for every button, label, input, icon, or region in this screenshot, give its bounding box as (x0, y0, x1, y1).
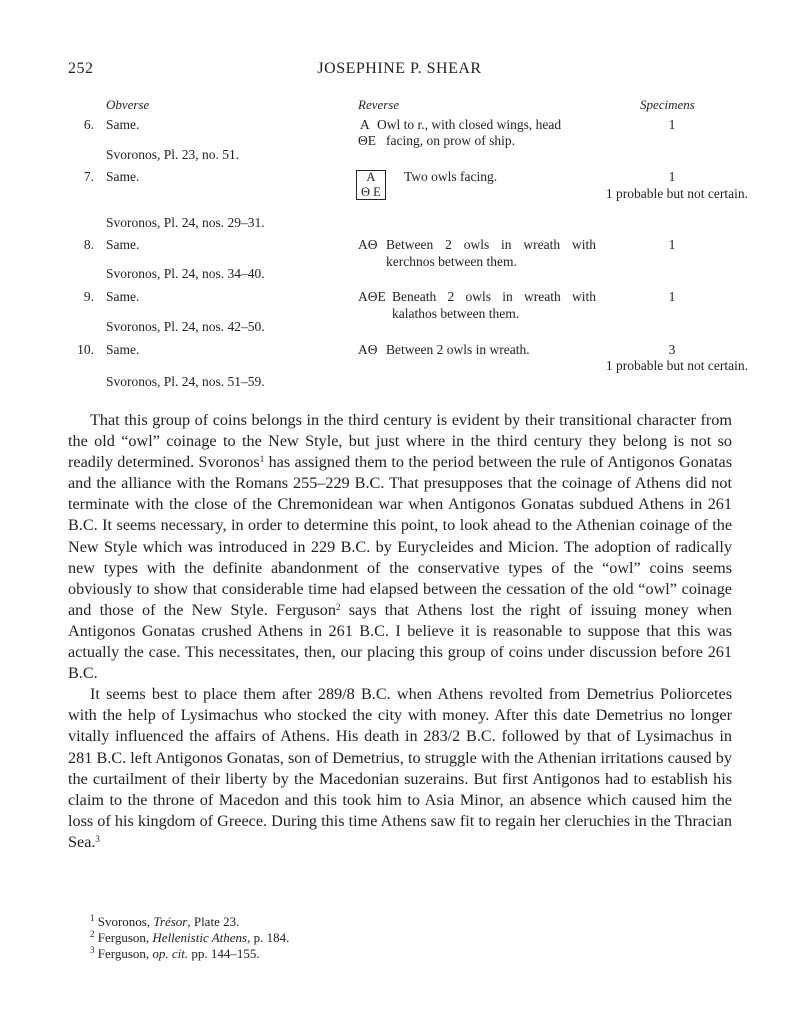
bracketed-legend (356, 170, 386, 200)
specimen-count: 1 (668, 117, 676, 132)
reverse-description-line2: kerchnos between them. (386, 254, 517, 269)
svoronos-reference: Svoronos, Pl. 24, nos. 42–50. (106, 319, 265, 334)
reverse-description-line2: facing, on prow of ship. (386, 133, 515, 148)
column-header-specimens: Specimens (640, 97, 695, 112)
body-text (68, 410, 732, 853)
specimen-count: 1 (668, 169, 676, 184)
svoronos-reference: Svoronos, Pl. 24, nos. 34–40. (106, 266, 265, 281)
specimen-count: 1 (668, 237, 676, 252)
coin-legend: AΘ (358, 237, 378, 252)
coin-legend: AΘ (358, 342, 378, 357)
page-number: 252 (68, 60, 94, 77)
obverse-text: Same. (106, 237, 140, 252)
footnote: $^1$ Svoronos, Trésor, Plate 23. (90, 913, 240, 929)
footnote-ref: 1 (259, 454, 265, 465)
footnote-mark: 1 (90, 913, 95, 923)
row-number: 6. (83, 117, 94, 132)
paragraph: That this group of coins belongs in the third century is evident by their transitional character from the old “owl” coinage to the New Style, but just where in the third century they belong is not so readily determined. Svoronos$^1$ has assigned them to the period between the rule of Antigonos Gonatas and the alliance with the Romans 255–229 B.C. That presupposes that the coinage of Athens did not terminate with the close of the Chremonidean war when Antigonos Gonatas subdued Athens in 261 B.C. It seems necessary, in order to determine this point, to look ahead to the Athenian coinage of the New Style which was introduced in 229 B.C. by Eurycleides and Micion. The adoption of radically new types with the definite abandonment of the conservative types of the “owl” coins seems obviously to show that considerable time had elapsed between the cessation of the old “owl” coinage and those of the New Style. Ferguson$^2$ says that Athens lost the right of issuing money when Antigonos Gonatas crushed Athens in 261 B.C. I believe it is reasonable to suppose that this was actually the case. This necessitates, then, our placing this group of coins under discussion before 261 B.C. (68, 411, 732, 683)
specimen-note: 1 probable but not certain. (605, 186, 748, 201)
reverse-description: Beneath 2 owls in wreath with (392, 289, 596, 304)
coin-legend: AΘE (358, 289, 386, 304)
obverse-text: Same. (106, 289, 140, 304)
column-header-reverse: Reverse (358, 97, 400, 112)
row-number: 10. (77, 342, 94, 357)
specimen-note: 1 probable but not certain. (605, 358, 748, 373)
reverse-description: Between 2 owls in wreath with (386, 237, 596, 252)
coin-legend: A (360, 117, 370, 132)
specimen-count: 1 (668, 289, 676, 304)
running-title: JOSEPHINE P. SHEAR (317, 60, 482, 77)
reverse-description-line2: kalathos between them. (392, 306, 520, 321)
footnote-mark: 3 (90, 945, 95, 955)
column-header-obverse: Obverse (106, 97, 150, 112)
obverse-text: Same. (106, 117, 140, 132)
coin-legend-line2: ΘE (358, 133, 376, 148)
footnote-ref: 2 (335, 601, 341, 612)
svoronos-reference: Svoronos, Pl. 24, nos. 51–59. (106, 374, 265, 389)
footnote: $^3$ Ferguson, op. cit. pp. 144–155. (90, 945, 260, 961)
coin-legend-line2: Θ E (361, 185, 381, 199)
obverse-text: Same. (106, 169, 140, 184)
footnote-mark: 2 (90, 929, 95, 939)
obverse-text: Same. (106, 342, 140, 357)
row-number: 7. (83, 169, 94, 184)
reverse-description: Owl to r., with closed wings, head (377, 117, 562, 132)
specimen-count: 3 (668, 342, 676, 357)
footnote-ref: 3 (95, 833, 100, 844)
row-number: 8. (83, 237, 94, 252)
row-number: 9. (83, 289, 94, 304)
svoronos-reference: Svoronos, Pl. 24, nos. 29–31. (106, 215, 265, 230)
svoronos-reference: Svoronos, Pl. 23, no. 51. (106, 147, 240, 162)
coin-legend: A (366, 170, 376, 184)
paragraph: It seems best to place them after 289/8 B.C. when Athens revolted from Demetrius Poliorcetes with the help of Lysimachus who stocked the city with money. After this date Demetrius no longer vitally influenced the affairs of Athens. His death in 283/2 B.C. followed by that of Lysimachus in 281 B.C. left Antigonos Gonatas, son of Demetrius, to struggle with the Athenian irritations caused by the curtailment of their liberty by the Macedonian suzerains. But first Antigonos had to establish his claim to the throne of Macedon and this took him to Asia Minor, an absence which caused him the loss of his kingdom of Greece. During this time Athens saw fit to regain her cleruchies in the Thracian Sea.$^3$ (68, 685, 732, 851)
footnote: $^2$ Ferguson, Hellenistic Athens, p. 184. (90, 929, 290, 945)
reverse-description: Between 2 owls in wreath. (386, 342, 530, 357)
reverse-description: Two owls facing. (404, 169, 498, 184)
